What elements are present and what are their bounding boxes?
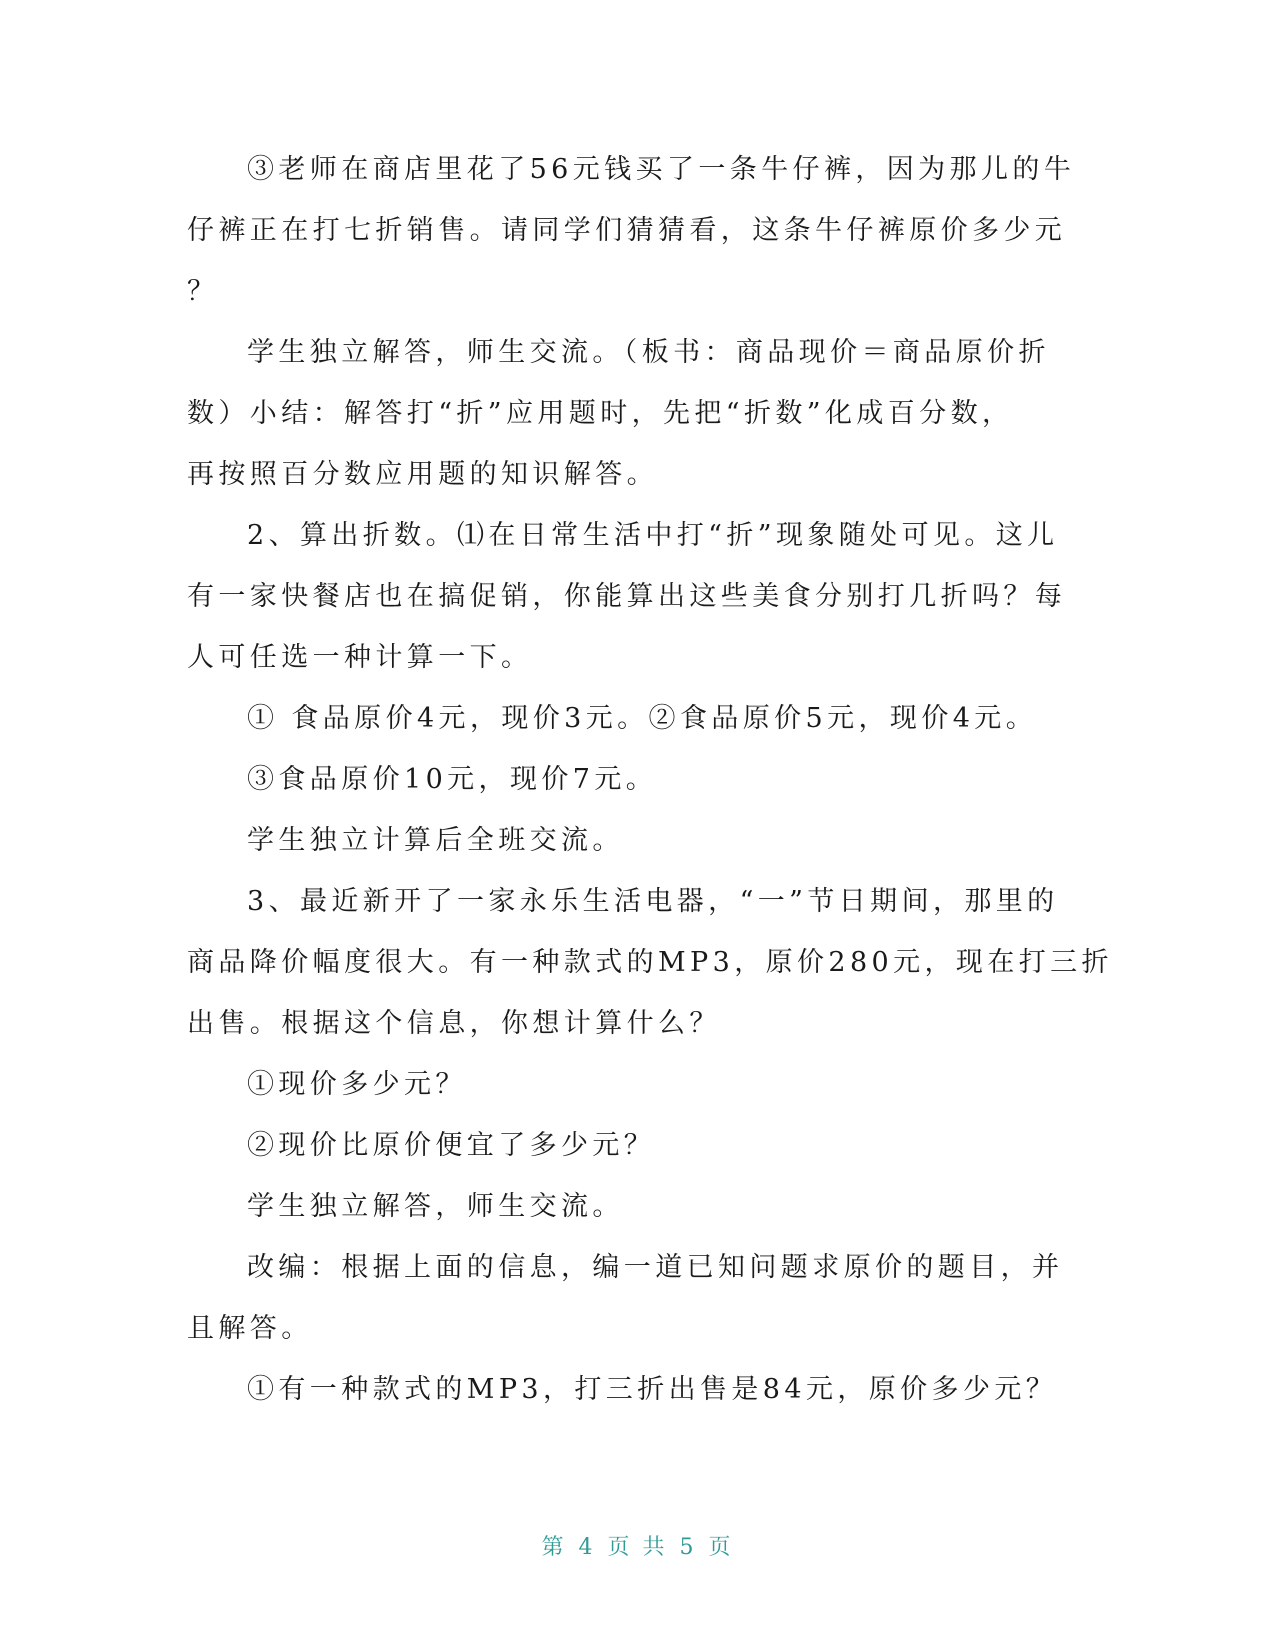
text-line: 出售。根据这个信息，你想计算什么？: [187, 1008, 721, 1039]
text-line: ① 食品原价4元，现价3元。②食品原价5元，现价4元。: [247, 703, 1038, 734]
text-line: 且解答。: [187, 1313, 313, 1344]
text-line: 人可任选一种计算一下。: [187, 642, 533, 673]
text-line: 有一家快餐店也在搞促销，你能算出这些美食分别打几折吗？每: [187, 581, 1067, 612]
text-line: 仔裤正在打七折销售。请同学们猜猜看，这条牛仔裤原价多少元: [187, 215, 1067, 246]
text-line: 改编：根据上面的信息，编一道已知问题求原价的题目，并: [247, 1252, 1064, 1283]
text-line: 数）小结：解答打“折”应用题时，先把“折数”化成百分数，: [187, 398, 1014, 429]
text-line: 学生独立计算后全班交流。: [247, 825, 624, 856]
text-line: ①有一种款式的MP3，打三折出售是84元，原价多少元？: [247, 1374, 1058, 1405]
footer-total-pages: 5: [679, 1535, 697, 1560]
text-line: ①现价多少元？: [247, 1069, 467, 1100]
text-line: ③食品原价10元，现价7元。: [247, 764, 658, 795]
page-footer: [0, 1530, 1275, 1561]
document-body: [187, 143, 1113, 1424]
text-line: 学生独立解答，师生交流。（板书：商品现价＝商品原价折: [247, 337, 1050, 368]
text-line: ？: [187, 276, 219, 307]
footer-suffix: 页: [708, 1535, 734, 1560]
text-line: 学生独立解答，师生交流。: [247, 1191, 624, 1222]
footer-middle: 页 共: [607, 1535, 668, 1560]
text-line: 再按照百分数应用题的知识解答。: [187, 459, 658, 490]
text-line: ③老师在商店里花了56元钱买了一条牛仔裤，因为那儿的牛: [247, 154, 1076, 185]
text-line: 商品降价幅度很大。有一种款式的MP3，原价280元，现在打三折: [187, 947, 1113, 978]
text-line: 3、最近新开了一家永乐生活电器，“一”节日期间，那里的: [247, 886, 1059, 917]
text-line: ②现价比原价便宜了多少元？: [247, 1130, 656, 1161]
text-line: 2、算出折数。⑴在日常生活中打“折”现象随处可见。这儿: [247, 520, 1059, 551]
footer-page-number: 4: [578, 1535, 596, 1560]
footer-prefix: 第: [541, 1535, 567, 1560]
